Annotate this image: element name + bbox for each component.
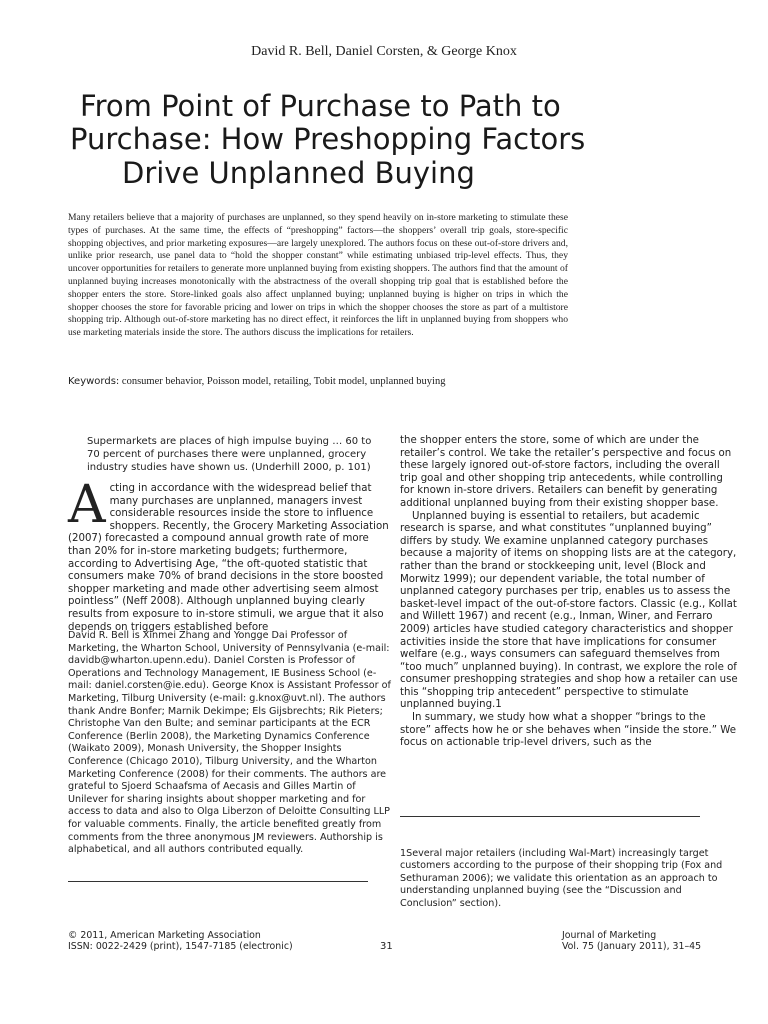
intro-paragraph: cting in accordance with the widespread belief that many purchases are unplanned, managers invest considerable resources inside the store to influence shoppers. Recently, the Grocery Marketing Association (2007) forecasted a compound annual growth rate of more than 20% for in-store marketing budgets; furthermore, according to Advertising Age, “the oft-quoted statistic that consumers make 70% of brand decisions in the store boosted shopper marketing and made other advertising seem almost pointless” (Neff 2008). Although unplanned buying clearly results from exposure to in-store stimuli, we argue that it also depends on triggers established before <box>68 483 389 633</box>
journal-name: Journal of Marketing <box>562 930 657 941</box>
copyright-line: © 2011, American Marketing Association <box>68 930 261 941</box>
journal-info <box>562 930 742 952</box>
title-line-2: Purchase: How Preshopping Factors <box>70 122 586 157</box>
author-names: David R. Bell, Daniel Corsten, & George Knox <box>251 44 517 59</box>
journal-volume: Vol. 75 (January 2011), 31–45 <box>562 941 702 952</box>
copyright-divider <box>68 881 368 882</box>
copyright-info <box>68 930 368 952</box>
keywords-list: consumer behavior, Poisson model, retailing, Tobit model, unplanned buying <box>121 376 446 387</box>
paragraph: the shopper enters the store, some of which are under the retailer’s control. We take the retailer’s perspective and focus on these largely ignored out-of-store factors, including the overall trip goal and other shopping trip antecedents, while controlling for known in-store drivers. Retailers can benefit by generating additional unplanned buying from their existing shopper base. <box>400 435 732 509</box>
page-number: 31 <box>380 941 393 952</box>
title-line-3: Drive Unplanned Buying <box>122 155 475 190</box>
paragraph: In summary, we study how what a shopper “brings to the store” affects how he or she behaves when “inside the store.” We focus on actionable trip-level drivers, such as the <box>400 712 737 749</box>
epigraph-quote: Supermarkets are places of high impulse buying … 60 to 70 percent of purchases there were unplanned, grocery industry studies have shown us. (Underhill 2000, p. 101) <box>87 436 372 473</box>
body-column-left <box>68 475 393 634</box>
keywords-label: Keywords: <box>68 376 120 387</box>
author-affiliation-note: David R. Bell is Xinmei Zhang and Yongge Dai Professor of Marketing, the Wharton School, University of Pennsylvania (e-mail: davidb@wharton.upenn.edu). Daniel Corsten is Professor of Operations and Technology Management, IE Business School (e-mail: daniel.corsten@ie.edu). George Knox is Assistant Professor of Marketing, Tilburg University (e-mail: g.knox@uvt.nl). The authors thank Andre Bonfer; Marnik Dekimpe; Els Gijsbrechts; Rik Pieters; Christophe Van den Bulte; and seminar participants at the ECR Conference (Berlin 2008), the Marketing Dynamics Conference (Waikato 2009), Monash University, the Shopper Insights Conference (Chicago 2010), Tilburg University, and the Wharton Marketing Conference (2008) for their comments. The authors are grateful to Sjoerd Schaafsma of Aecasis and Gilles Martin of Unilever for sharing insights about shopper marketing and for access to data and also to Olga Liberzon of Deloitte Consulting LLP for valuable comments. Finally, the article benefited greatly from comments from the three anonymous JM reviewers. Authorship is alphabetical, and all authors contributed equally. <box>68 630 391 856</box>
paragraph: Unplanned buying is essential to retailers, but academic research is sparse, and what constitutes “unplanned buying” differs by study. We examine unplanned category purchases because a majority of items on shopping lists are at the category, rather than the brand or stockkeeping unit, level (Block and Morwitz 1999); our dependent variable, the total number of unplanned category purchases per trip, enables us to assess the basket-level impact of the out-of-store factors. Classic (e.g., Kollat and Willett 1967) and recent (e.g., Inman, Winer, and Ferraro 2009) articles have studied category characteristics and shopper activities inside the store that have implications for consumer welfare (e.g., ways consumers can safeguard themselves from “too much” unplanned buying). In contrast, we explore the role of consumer preshopping strategies and shop how a retailer can use this “shopping trip antecedent” perspective to stimulate unplanned buying.1 <box>400 510 738 711</box>
drop-cap: A <box>68 475 106 535</box>
footnote: 1Several major retailers (including Wal-Mart) increasingly target customers according to the purpose of their shopping trip (Fox and Sethuraman 2006); we validate this orientation as an approach to understanding unplanned buying (see the “Discussion and Conclusion” section). <box>400 848 723 909</box>
title-line-1: From Point of Purchase to Path to <box>80 89 561 123</box>
article-title <box>70 90 710 190</box>
footnote-divider <box>400 816 700 817</box>
body-column-right <box>400 435 738 750</box>
keywords <box>68 376 688 387</box>
issn-line: ISSN: 0022-2429 (print), 1547-7185 (electronic) <box>68 941 293 952</box>
abstract: Many retailers believe that a majority of purchases are unplanned, so they spend heavily on in-store marketing to stimulate these types of purchases. At the same time, the effects of “preshopping” factors—the shoppers’ overall trip goals, store-specific shopping objectives, and prior marketing exposures—are largely unexplored. The authors focus on these out-of-store drivers and, unlike prior research, use panel data to “hold the shopper constant” while estimating unbiased trip-level effects. Thus, they uncover opportunities for retailers to generate more unplanned buying from existing shoppers. The authors find that the amount of unplanned buying increases monotonically with the abstractness of the overall shopping trip goal that is established before the shopper enters the store. Store-linked goals also affect unplanned buying; unplanned buying is higher on trips in which the shopper chooses the store for favorable pricing and lower on trips in which the shopper chooses the store as part of a multistore shopping trip. Although out-of-store marketing has no direct effect, it reinforces the lift in unplanned buying from shoppers who use marketing materials inside the store. The authors discuss the implications for retailers. <box>68 212 568 339</box>
